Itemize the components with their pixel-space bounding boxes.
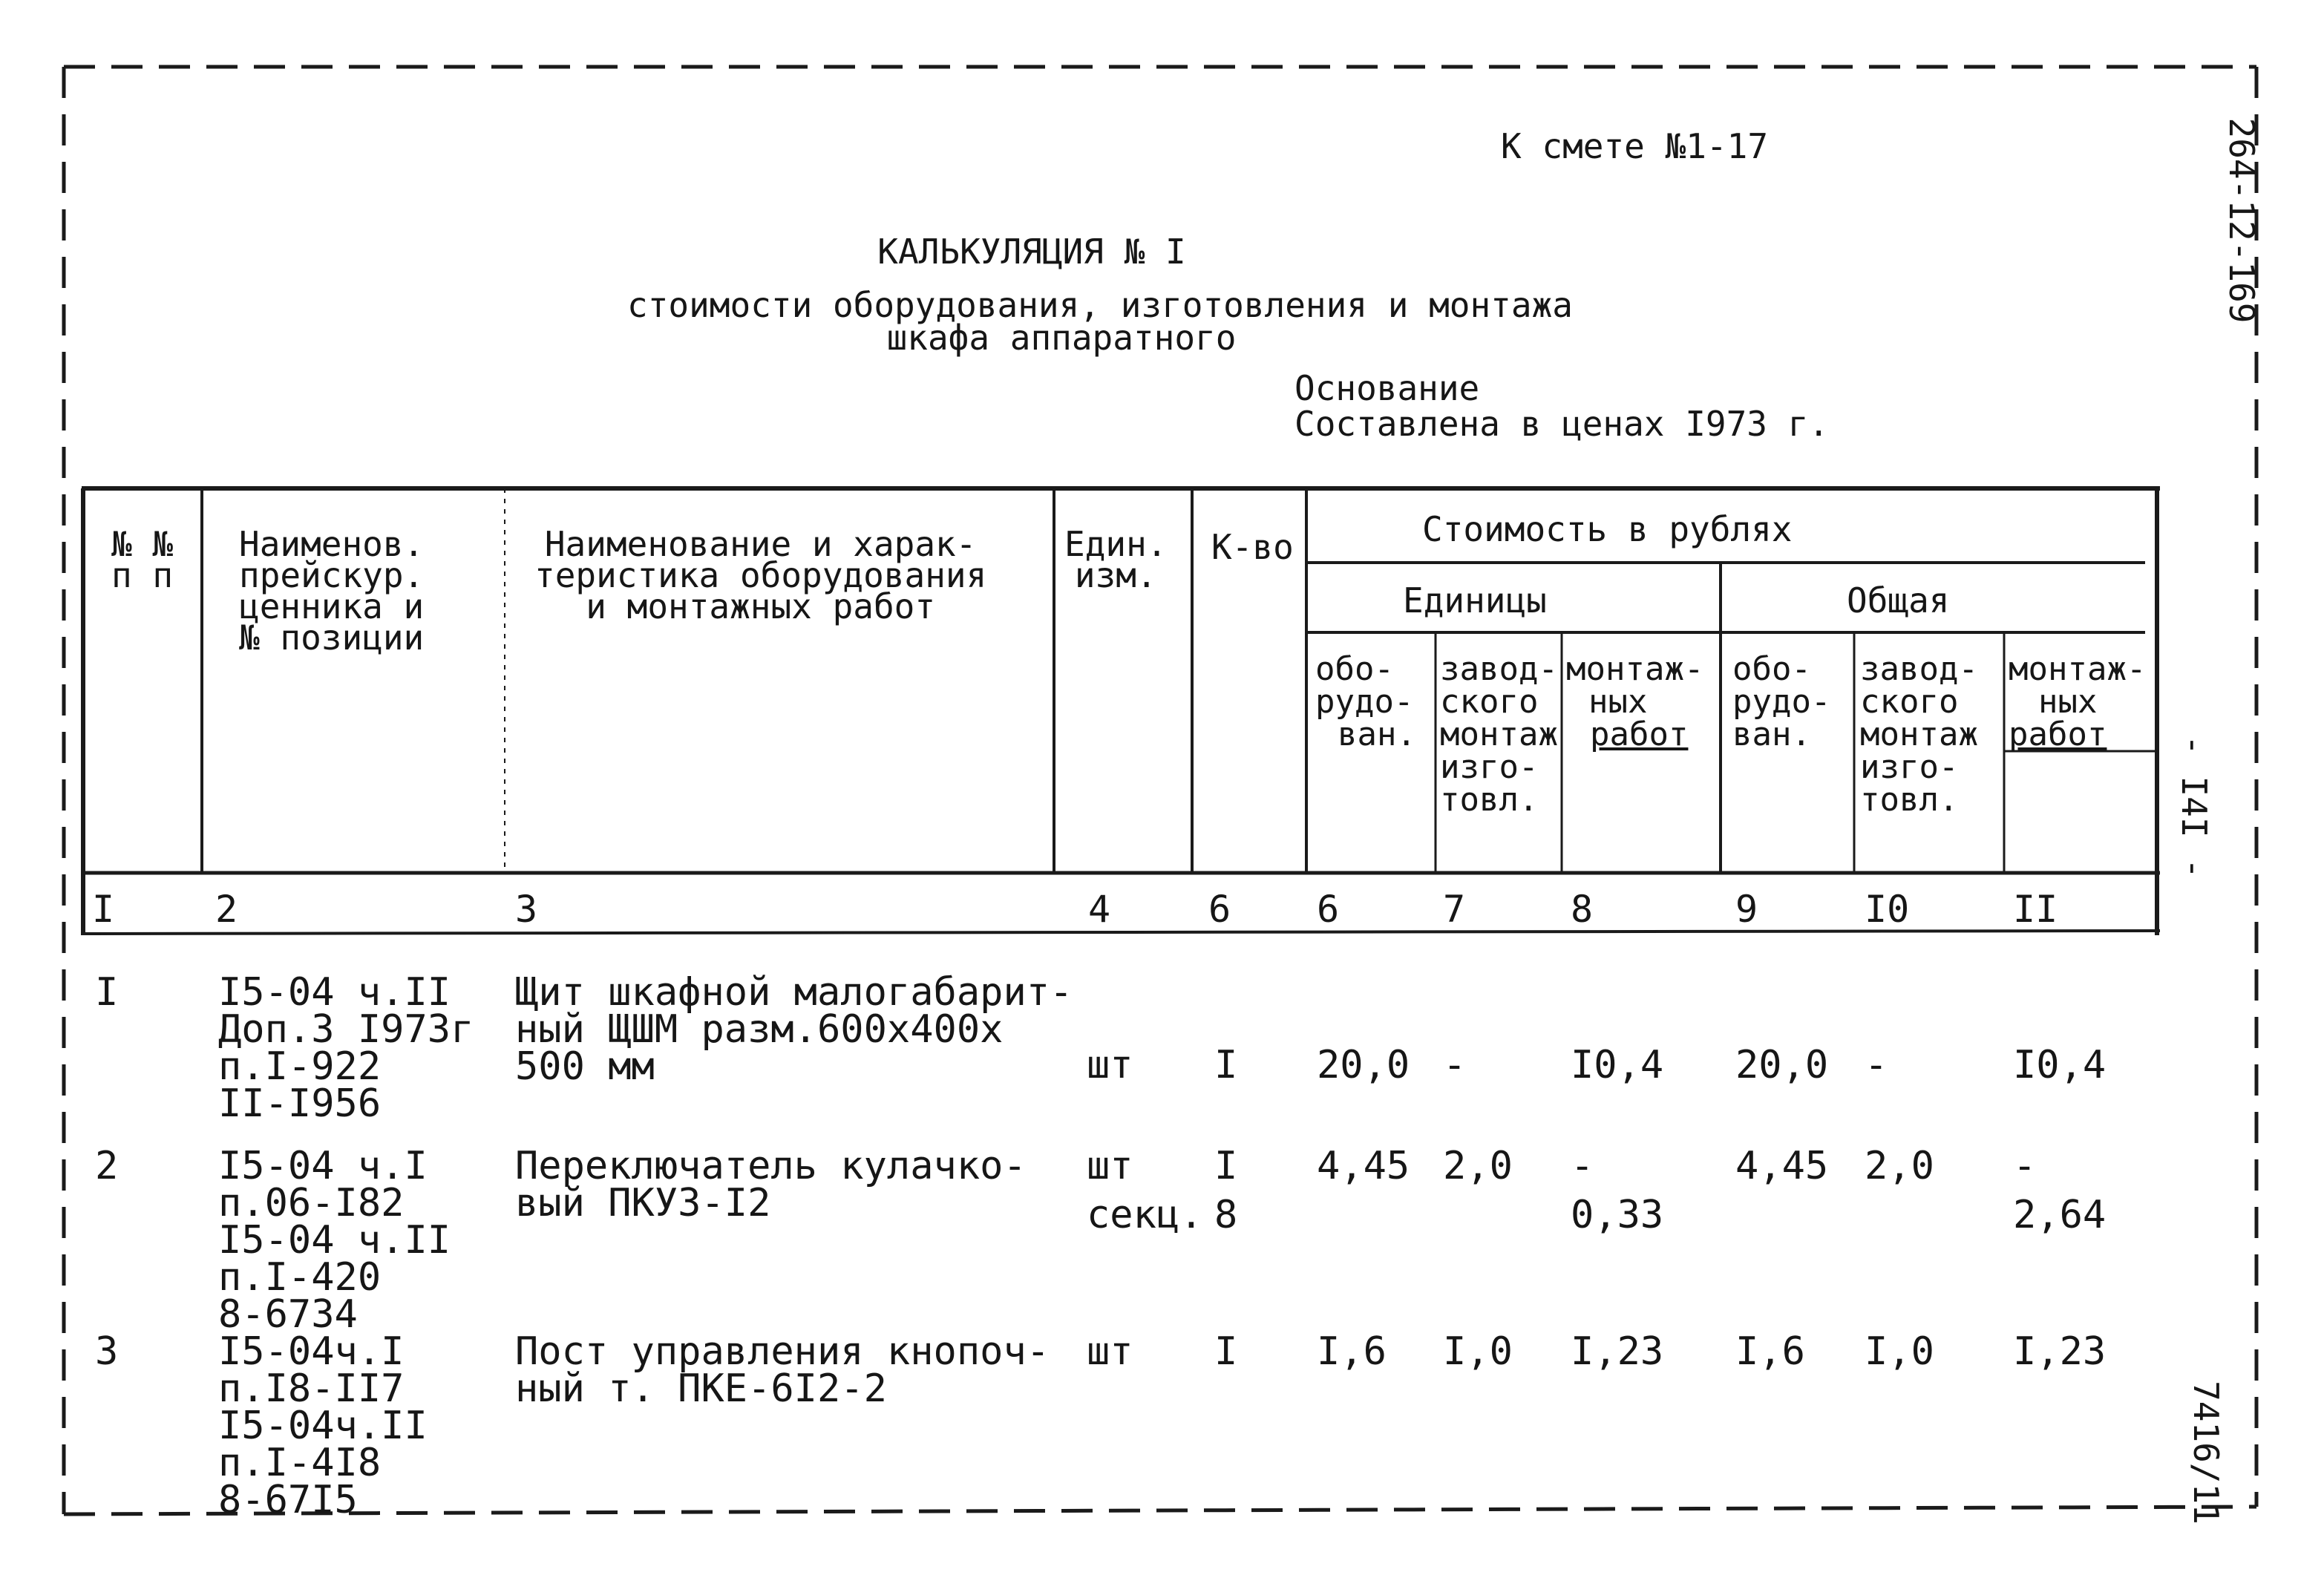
calculation-subtitle-line2: шкафа аппаратного <box>886 318 1237 358</box>
row-number: 3 <box>95 1329 119 1374</box>
row-unit: шт <box>1087 1329 1133 1374</box>
row-unit-install-secondary: 0,33 <box>1571 1193 1664 1237</box>
row-unit-install: - <box>1571 1144 1594 1188</box>
row-unit-install: I0,4 <box>1571 1043 1664 1087</box>
row-qty: I <box>1214 1043 1238 1087</box>
row-total-install-secondary: 2,64 <box>2013 1193 2107 1237</box>
row-price-ref: I5-04 ч.I п.06-I82 I5-04 ч.II п.I-420 8-6734 <box>218 1144 451 1337</box>
column-number: 6 <box>1317 888 1340 931</box>
row-qty: I <box>1214 1144 1238 1188</box>
header-unit: Един. изм. <box>1064 524 1168 595</box>
header-unit-equip: обо- рудо- ван. <box>1315 650 1416 753</box>
price-basis: Составлена в ценах I973 г. <box>1294 404 1830 444</box>
row-item-name: Щит шкафной малогабарит- ный ЩШМ разм.600х400х 500 мм <box>515 970 1073 1089</box>
header-qty: К-во <box>1211 527 1294 567</box>
row-total-factory: - <box>1865 1043 1888 1087</box>
column-number: 2 <box>215 888 238 931</box>
calculation-title: КАЛЬКУЛЯЦИЯ № I <box>877 232 1186 272</box>
header-price-ref: Наименов. прейскур. ценника и № позиции <box>239 524 425 658</box>
row-item-name: Пост управления кнопоч- ный т. ПКЕ-6I2-2 <box>515 1329 1050 1411</box>
column-number: 7 <box>1443 888 1466 931</box>
header-unit-cost: Единицы <box>1403 580 1547 621</box>
column-number: 3 <box>515 888 538 931</box>
header-cost-group: Стоимость в рублях <box>1422 509 1793 549</box>
header-unit-install: монтаж- ных работ <box>1566 650 1704 753</box>
header-total-factory: завод- ского монтаж изго- товл. <box>1860 650 1978 819</box>
margin-page-number: - I4I - <box>2174 735 2214 879</box>
row-total-install: I0,4 <box>2013 1043 2107 1087</box>
row-qty-secondary: 8 <box>1214 1193 1238 1237</box>
row-unit-equip: 20,0 <box>1317 1043 1410 1087</box>
header-total-equip: обо- рудо- ван. <box>1732 650 1831 753</box>
column-number: I <box>92 888 115 931</box>
header-unit-factory: завод- ского монтаж изго- товл. <box>1440 650 1558 819</box>
column-number: 6 <box>1208 888 1231 931</box>
row-total-factory: 2,0 <box>1865 1144 1934 1188</box>
column-number: II <box>2013 888 2058 931</box>
estimate-reference: К смете №1-17 <box>1501 126 1769 166</box>
row-unit-factory: - <box>1443 1043 1467 1087</box>
row-unit-factory: I,0 <box>1443 1329 1513 1374</box>
row-unit-install: I,23 <box>1571 1329 1664 1374</box>
row-total-equip: 4,45 <box>1735 1144 1829 1188</box>
row-total-equip: I,6 <box>1735 1329 1805 1374</box>
row-number: 2 <box>95 1144 119 1188</box>
margin-code-bottom: 7416/11 <box>2186 1381 2226 1525</box>
header-num: № № п п <box>111 524 174 595</box>
row-unit: шт <box>1087 1144 1133 1188</box>
row-number: I <box>95 970 119 1015</box>
row-unit-secondary: секц. <box>1087 1193 1203 1237</box>
row-total-factory: I,0 <box>1865 1329 1934 1374</box>
header-name: Наименование и харак- теристика оборудования и монтажных работ <box>534 524 987 626</box>
column-number: I0 <box>1865 888 1910 931</box>
row-total-install: I,23 <box>2013 1329 2107 1374</box>
header-total-install: монтаж- ных работ <box>2009 650 2147 753</box>
row-unit: шт <box>1087 1043 1133 1087</box>
row-unit-equip: 4,45 <box>1317 1144 1410 1188</box>
row-price-ref: I5-04ч.I п.I8-II7 I5-04ч.II п.I-4I8 8-67I5 <box>218 1329 428 1522</box>
column-number: 8 <box>1571 888 1594 931</box>
row-qty: I <box>1214 1329 1238 1374</box>
margin-code-top: 264-12-169 <box>2222 117 2262 324</box>
row-total-install: - <box>2013 1144 2037 1188</box>
column-number: 4 <box>1088 888 1111 931</box>
header-total-cost: Общая <box>1847 580 1950 621</box>
row-price-ref: I5-04 ч.II Доп.3 I973г п.I-922 II-I956 <box>218 970 474 1126</box>
calculation-subtitle-line1: стоимости оборудования, изготовления и монтажа <box>627 285 1573 325</box>
row-unit-equip: I,6 <box>1317 1329 1387 1374</box>
row-total-equip: 20,0 <box>1735 1043 1829 1087</box>
row-item-name: Переключатель кулачко- вый ПКУЗ-I2 <box>515 1144 1027 1225</box>
row-unit-factory: 2,0 <box>1443 1144 1513 1188</box>
column-number: 9 <box>1735 888 1758 931</box>
basis-label: Основание <box>1294 368 1480 408</box>
